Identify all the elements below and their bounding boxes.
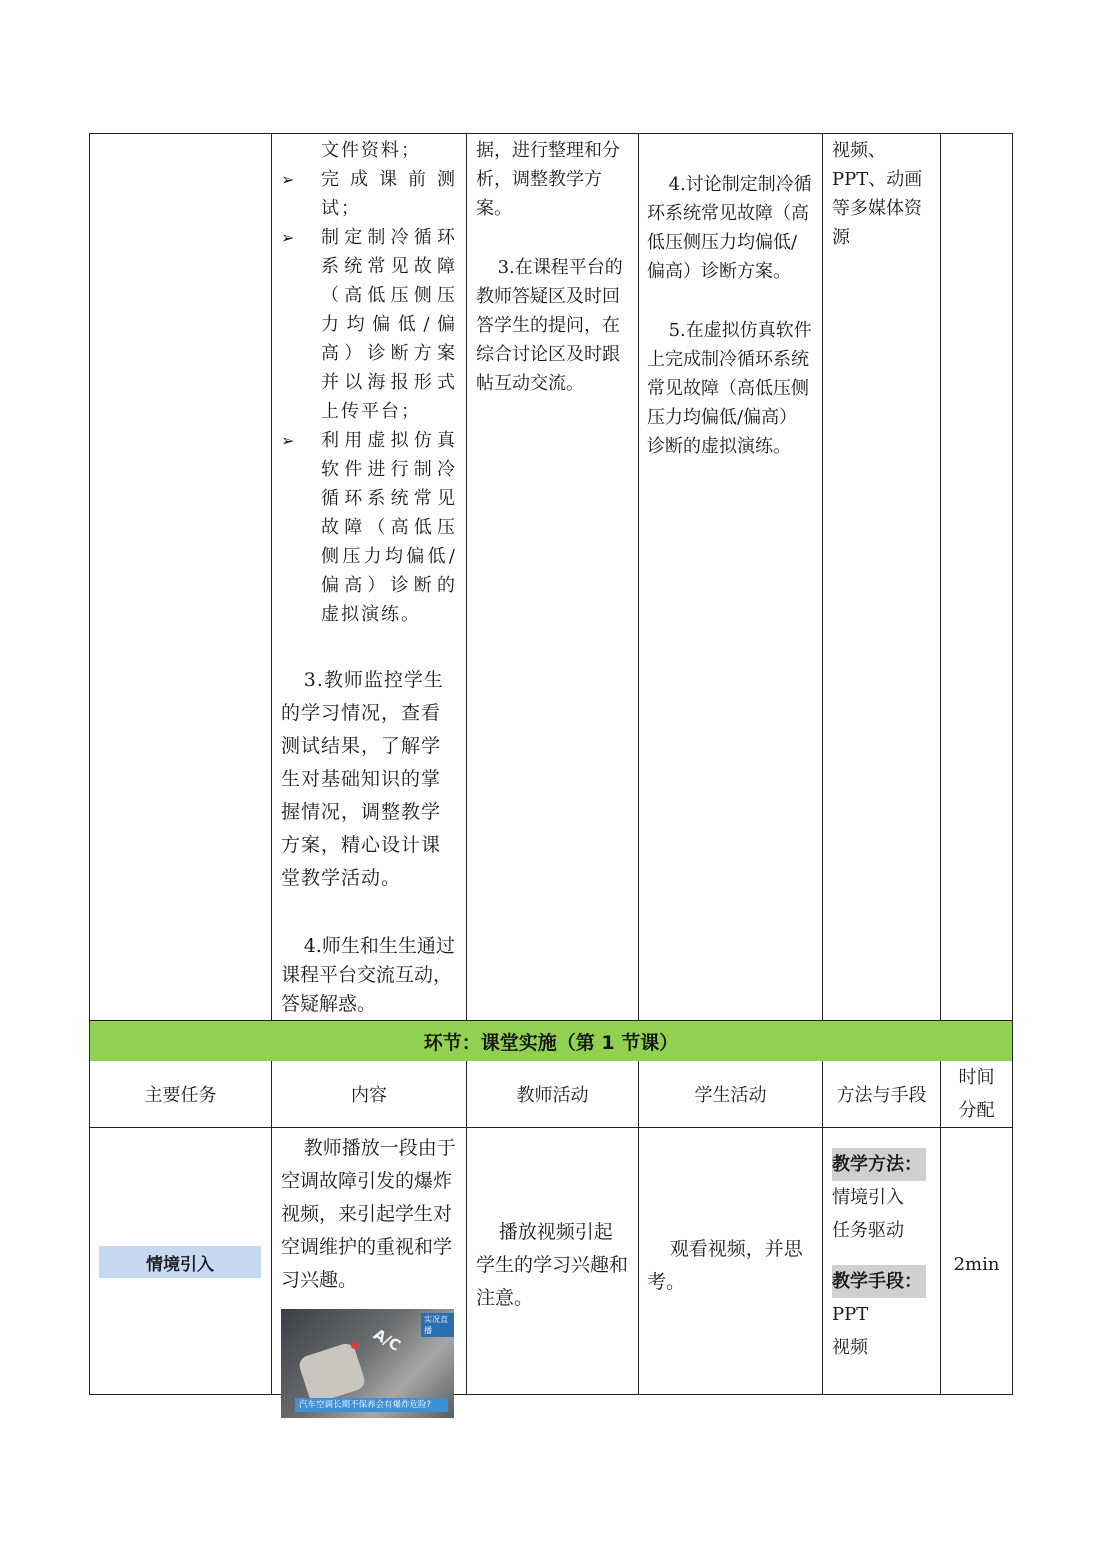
table-border — [89, 1394, 1013, 1395]
header-method: 方法与手段 — [836, 1085, 927, 1106]
row1-student-cell — [647, 1233, 815, 1299]
task-label: 情境引入 — [99, 1246, 261, 1278]
header-time-line1: 时间 — [958, 1067, 995, 1088]
paragraph: 播放视频引起学生的学习兴趣和注意。 — [476, 1221, 629, 1309]
table-border — [940, 133, 941, 1021]
list-item — [281, 165, 457, 223]
bullet-text: 制定制冷循环系统常见故障（高低压侧压力均偏低/偏高）诊断方案并以海报形式上传平台； — [321, 227, 457, 422]
bullet-text: 文件资料； — [321, 140, 421, 161]
top-content-cell — [281, 136, 457, 629]
paragraph: 3.在课程平台的教师答疑区及时回答学生的提问，在综合讨论区及时跟帖互动交流。 — [476, 257, 623, 394]
table-border — [1012, 133, 1013, 1395]
table-border — [638, 133, 639, 1021]
bullet-text: 利用虚拟仿真软件进行制冷循环系统常见故障（高低压侧压力均偏低/偏高）诊断的虚拟演练。 — [321, 430, 457, 625]
live-badge: 实况直播 — [421, 1313, 454, 1337]
method-title: 教学方法： — [832, 1148, 926, 1181]
ac-label: A/C — [370, 1325, 404, 1355]
top-content-p4 — [281, 932, 457, 1019]
bullet-icon: ➢ — [281, 170, 295, 189]
means-item: PPT — [832, 1304, 869, 1325]
paragraph: 视频、PPT、动画等多媒体资源 — [832, 140, 923, 248]
row1-method-cell — [832, 1148, 936, 1364]
method-item: 情境引入 — [832, 1187, 904, 1208]
list-item — [281, 223, 457, 426]
means-item: 视频 — [832, 1337, 868, 1358]
video-caption: 汽车空调长期不保养会有爆炸危险? — [295, 1398, 448, 1412]
means-title: 教学手段： — [832, 1265, 926, 1298]
list-item — [281, 136, 457, 165]
bullet-icon: ➢ — [281, 431, 295, 450]
ac-knob-shape — [297, 1341, 367, 1405]
video-thumbnail-image[interactable] — [281, 1309, 454, 1418]
table-border — [89, 133, 1013, 134]
list-item — [281, 426, 457, 629]
row1-content-cell — [281, 1132, 457, 1297]
top-teacher-cell — [476, 136, 630, 398]
paragraph: 4.讨论制定制冷循环系统常见故障（高低压侧压力均偏低/偏高）诊断方案。 — [647, 174, 812, 282]
header-teacher: 教师活动 — [516, 1085, 589, 1106]
table-border — [89, 1127, 1013, 1128]
table-border — [822, 133, 823, 1021]
paragraph: 4.师生和生生通过课程平台交流互动，答疑解惑。 — [281, 935, 455, 1015]
header-time — [941, 1061, 1012, 1127]
header-student: 学生活动 — [694, 1085, 767, 1106]
row1-time-cell: 2min — [953, 1254, 1000, 1275]
table-border — [466, 133, 467, 1021]
paragraph: 教师播放一段由于空调故障引发的爆炸视频，来引起学生对空调维护的重视和学习兴趣。 — [281, 1137, 456, 1291]
paragraph: 5.在虚拟仿真软件上完成制冷循环系统常见故障（高低压侧压力均偏低/偏高）诊断的虚拟演练。 — [647, 320, 812, 457]
row1-teacher-cell — [476, 1216, 630, 1315]
paragraph: 观看视频，并思考。 — [647, 1238, 803, 1293]
section-title: 环节：课堂实施（第 1 节课） — [90, 1021, 1012, 1061]
paragraph: 3.教师监控学生的学习情况，查看测试结果，了解学生对基础知识的掌握情况，调整教学方案，精心设计课堂教学活动。 — [281, 669, 444, 889]
table-border — [89, 133, 90, 1395]
method-item: 任务驱动 — [832, 1220, 904, 1241]
paragraph: 据，进行整理和分析，调整教学方案。 — [476, 140, 620, 219]
bullet-icon — [281, 136, 321, 165]
bullet-text: 完成课前测试； — [321, 169, 457, 219]
table-border — [271, 133, 272, 1021]
header-task: 主要任务 — [144, 1085, 217, 1106]
header-content: 内容 — [351, 1085, 387, 1106]
header-time-line2: 分配 — [958, 1100, 995, 1121]
top-content-bullets — [281, 136, 457, 629]
bullet-icon: ➢ — [281, 228, 295, 247]
top-student-cell — [647, 170, 815, 461]
top-method-cell — [832, 136, 934, 252]
indicator-light — [351, 1342, 358, 1349]
top-content-p3 — [281, 664, 457, 895]
